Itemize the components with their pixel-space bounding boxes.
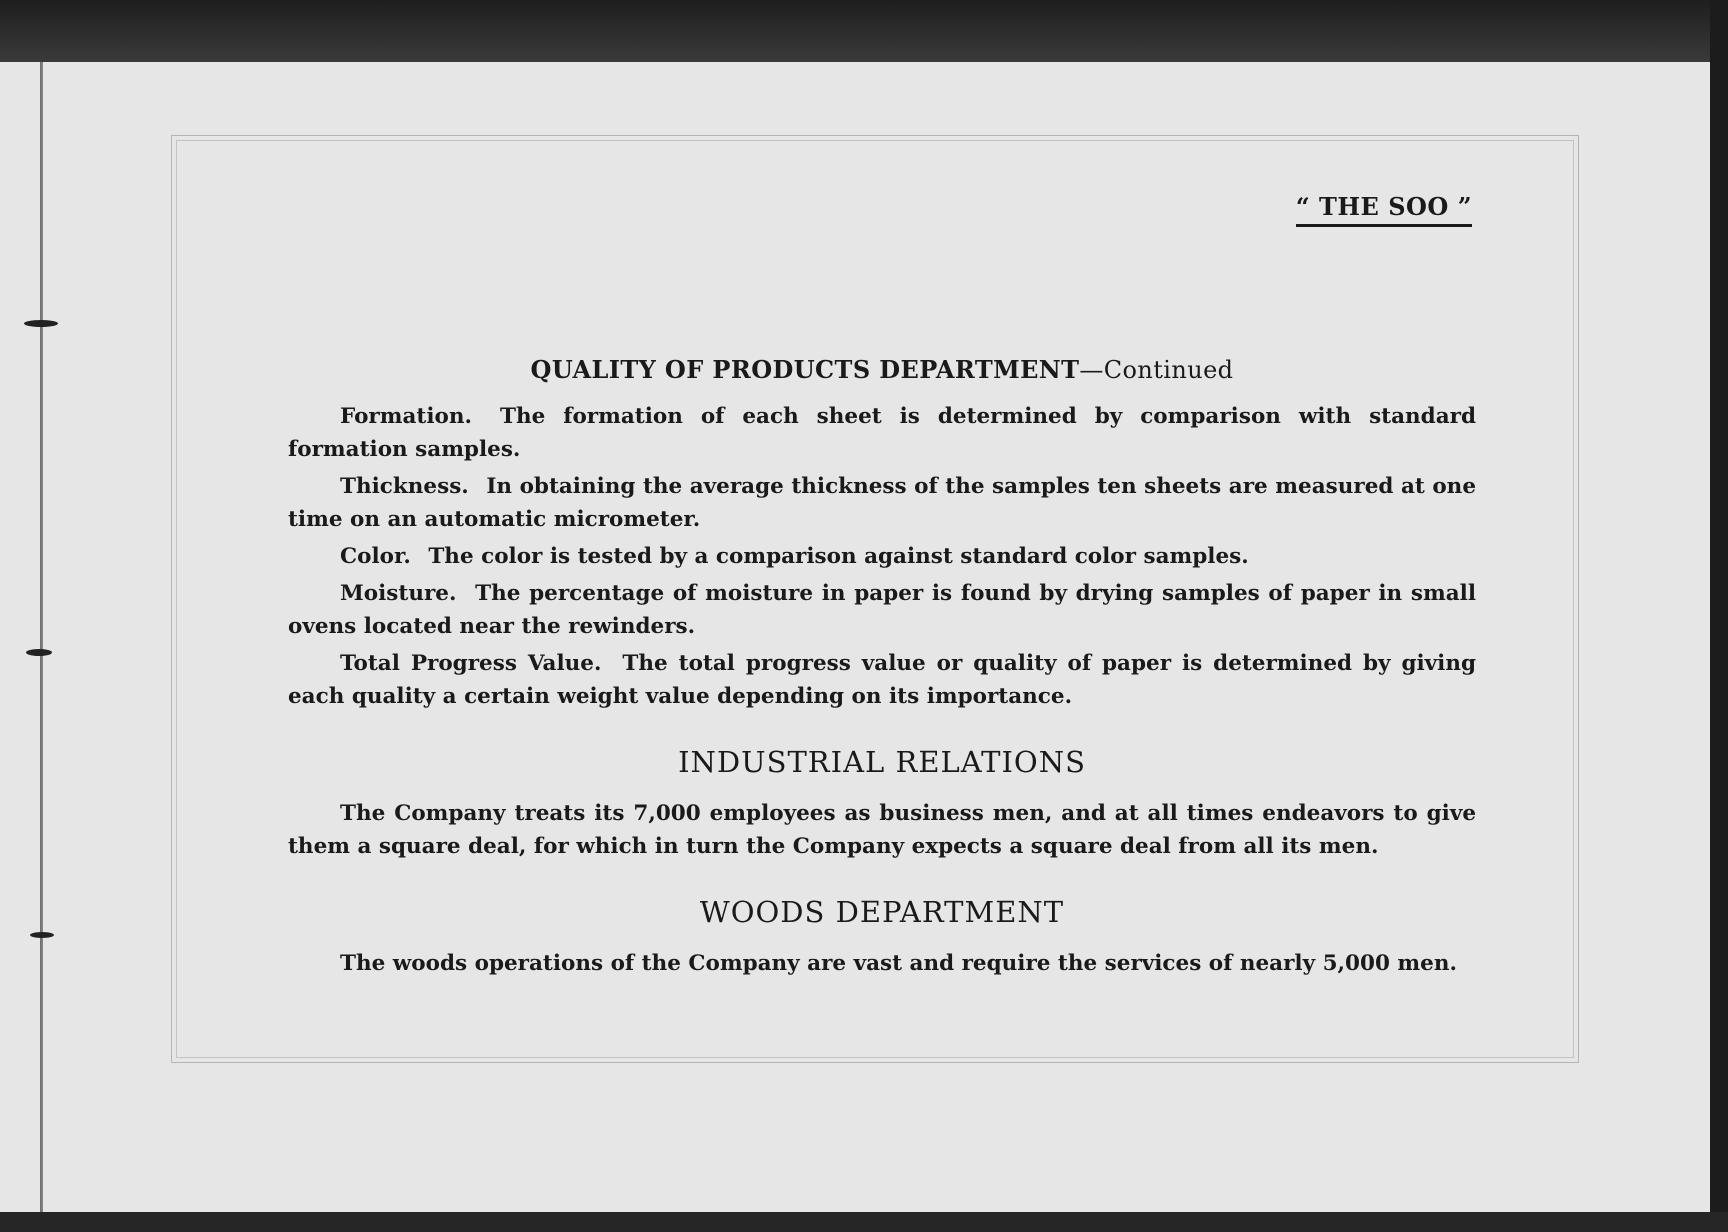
scan-border-top: [0, 0, 1728, 62]
paragraph-text: In obtaining the average thickness of the samples ten sheets are measured at one time on an automatic micrometer.: [288, 474, 1476, 532]
paragraph-total-progress-value: [288, 647, 1476, 713]
paragraph-industrial-relations: [288, 797, 1476, 863]
paragraph-text: The total progress value or quality of paper is determined by giving each quality a certain weight value depending on its importance.: [288, 651, 1476, 709]
paragraph-text: The woods operations of the Company are vast and require the services of nearly 5,000 men.: [340, 951, 1457, 976]
woods-department-heading: WOODS DEPARTMENT: [699, 895, 1065, 929]
paragraph-label: Formation.: [340, 404, 472, 429]
paragraph-label: Color.: [340, 544, 411, 569]
paragraph-label: Thickness.: [340, 474, 469, 499]
binding-stitch: [30, 932, 54, 938]
paragraph-formation: [288, 400, 1476, 466]
paragraph-text: The Company treats its 7,000 employees as business men, and at all times endeavors to give them a square deal, for which in turn the Company expects a square deal from all its men.: [288, 801, 1476, 859]
scan-border-bottom: [0, 1212, 1728, 1232]
paragraph-moisture: [288, 577, 1476, 643]
paragraph-label: Moisture.: [340, 581, 457, 606]
quality-section-heading: [288, 355, 1476, 384]
scan-border-right: [1710, 0, 1728, 1232]
paragraph-color: [288, 540, 1476, 573]
paragraph-woods-department: [288, 947, 1476, 980]
paragraph-thickness: [288, 470, 1476, 536]
paragraph-text: The color is tested by a comparison against standard color samples.: [428, 544, 1249, 569]
quality-heading-text: QUALITY OF PRODUCTS DEPARTMENT: [530, 355, 1080, 384]
paragraph-label: Total Progress Value.: [340, 651, 602, 676]
industrial-relations-heading: INDUSTRIAL RELATIONS: [678, 745, 1086, 779]
binding-edge: [40, 62, 43, 1212]
page-content: [288, 355, 1476, 984]
binding-stitch: [24, 320, 58, 327]
paragraph-text: The percentage of moisture in paper is found by drying samples of paper in small ovens located near the rewinders.: [288, 581, 1476, 639]
quality-heading-continued: —Continued: [1079, 356, 1234, 384]
binding-stitch: [26, 649, 52, 656]
running-head: “ THE SOO ”: [1296, 192, 1472, 227]
paragraph-text: The formation of each sheet is determined by comparison with standard formation samples.: [288, 404, 1476, 462]
